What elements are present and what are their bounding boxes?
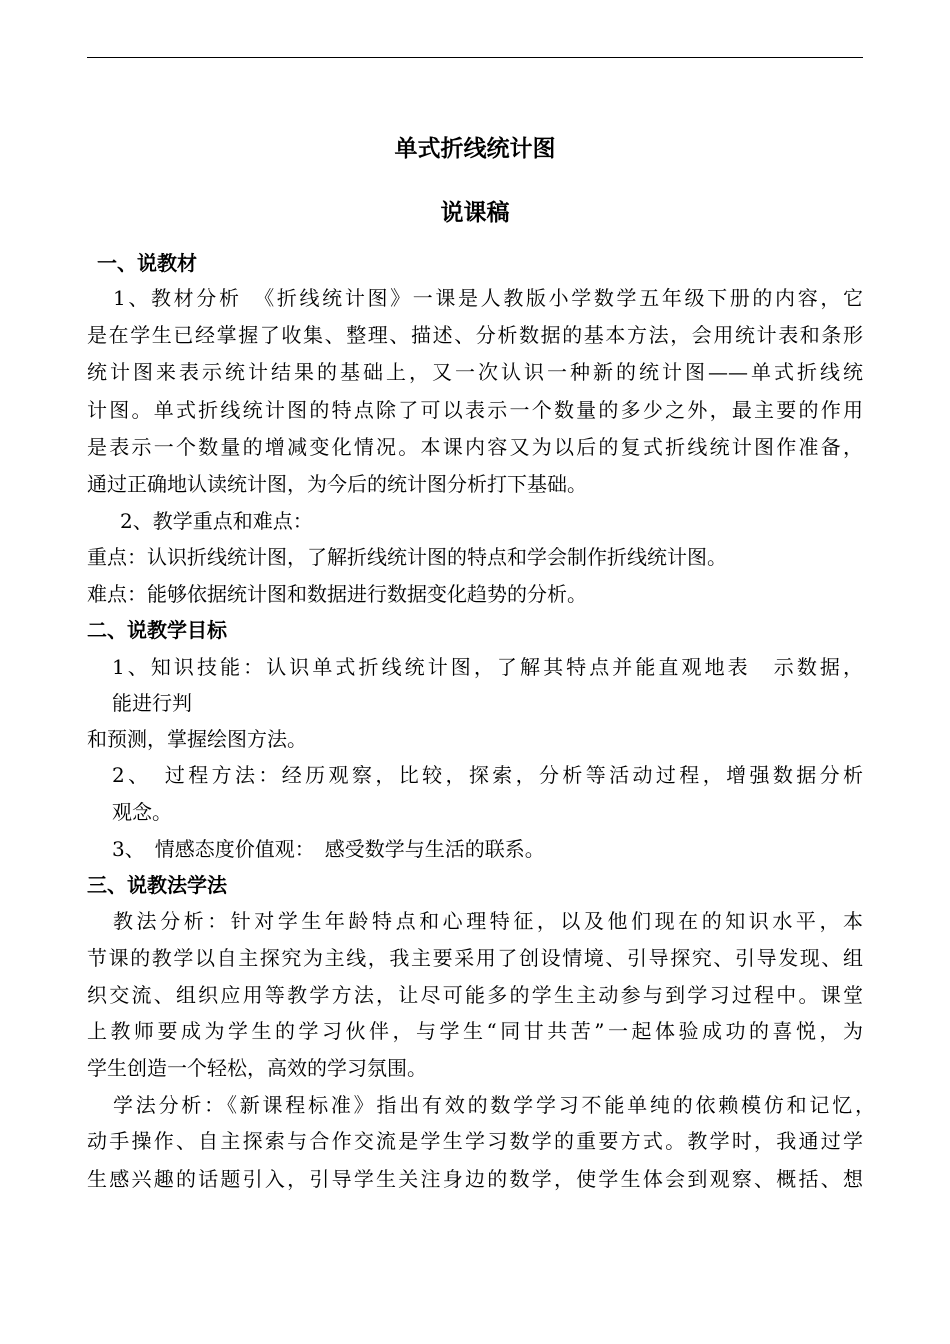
paragraph-line: 上教师要成为学生的学习伙伴，与学生“同甘共苦”一起体验成功的喜悦，为 bbox=[87, 1019, 863, 1043]
paragraph-line: 学生创造一个轻松，高效的学习氛围。 bbox=[87, 1056, 427, 1080]
paragraph-line: 观念。 bbox=[112, 800, 172, 824]
section-heading: 三、说教法学法 bbox=[87, 873, 227, 897]
paragraph-line: 计图。单式折线统计图的特点除了可以表示一个数量的多少之外，最主要的作用 bbox=[87, 398, 863, 422]
paragraph-line: 生感兴趣的话题引入，引导学生关注身边的数学，使学生体会到观察、概括、想 bbox=[87, 1167, 863, 1191]
paragraph-line: 动手操作、自主探索与合作交流是学生学习数学的重要方式。教学时，我通过学 bbox=[87, 1129, 863, 1153]
paragraph-line: 统计图来表示统计结果的基础上，又一次认识一种新的统计图——单式折线统 bbox=[87, 360, 863, 384]
paragraph-line: 难点：能够依据统计图和数据进行数据变化趋势的分析。 bbox=[87, 582, 587, 606]
list-item: 2、教学重点和难点： bbox=[120, 509, 313, 533]
document-title: 单式折线统计图 bbox=[394, 135, 556, 162]
paragraph-line: 学法分析：《新课程标准》指出有效的数学学习不能单纯的依赖模仿和记忆， bbox=[113, 1093, 875, 1117]
paragraph-line: 和预测，掌握绘图方法。 bbox=[87, 727, 307, 751]
paragraph-line: 织交流、组织应用等教学方法，让尽可能多的学生主动参与到学习过程中。课堂 bbox=[87, 983, 863, 1007]
paragraph-line: 通过正确地认读统计图，为今后的统计图分析打下基础。 bbox=[87, 472, 587, 496]
section-heading: 二、说教学目标 bbox=[87, 618, 227, 642]
section-heading: 一、说教材 bbox=[97, 251, 197, 275]
paragraph-line: 教法分析：针对学生年龄特点和心理特征，以及他们现在的知识水平，本 bbox=[113, 909, 863, 933]
document-subtitle: 说课稿 bbox=[440, 199, 510, 226]
paragraph-line: 能进行判 bbox=[112, 691, 192, 715]
list-item: 1、知识技能：认识单式折线统计图，了解其特点并能直观地表 示数据， bbox=[112, 655, 863, 679]
paragraph-line: 是表示一个数量的增减变化情况。本课内容又为以后的复式折线统计图作准备， bbox=[87, 435, 863, 459]
header-rule bbox=[87, 57, 863, 58]
paragraph-line: 1、教材分析 《折线统计图》一课是人教版小学数学五年级下册的内容，它 bbox=[113, 286, 863, 310]
paragraph-line: 节课的教学以自主探究为主线，我主要采用了创设情境、引导探究、引导发现、组 bbox=[87, 946, 863, 970]
paragraph-line: 重点：认识折线统计图，了解折线统计图的特点和学会制作折线统计图。 bbox=[87, 545, 727, 569]
paragraph-line: 是在学生已经掌握了收集、整理、描述、分析数据的基本方法，会用统计表和条形 bbox=[87, 323, 863, 347]
list-item: 3、 情感态度价值观： 感受数学与生活的联系。 bbox=[112, 837, 545, 861]
list-item: 2、 过程方法：经历观察，比较，探索，分析等活动过程，增强数据分析 bbox=[112, 763, 863, 787]
